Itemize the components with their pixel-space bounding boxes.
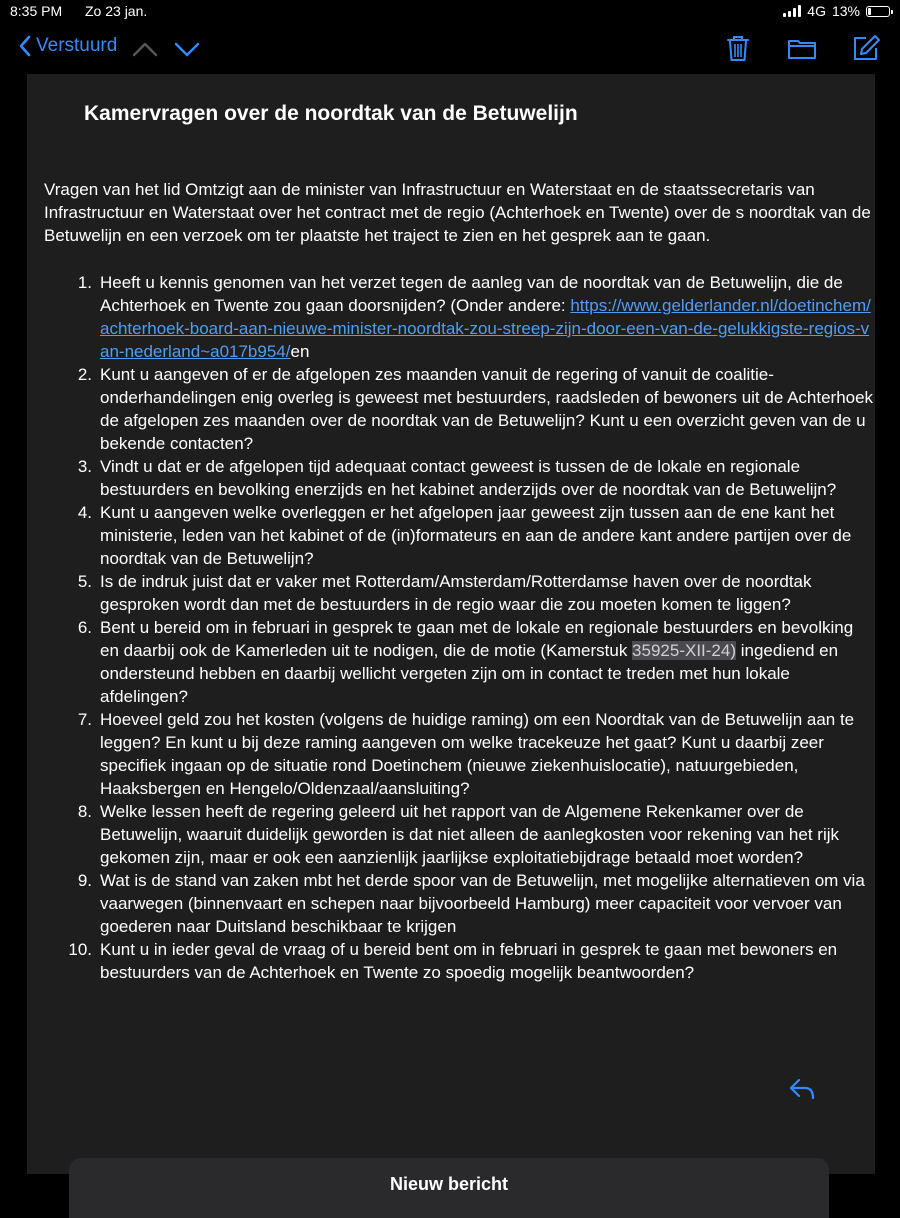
email-body <box>44 178 874 984</box>
list-number: 7. <box>77 710 92 729</box>
folder-icon[interactable] <box>786 32 818 64</box>
status-bar <box>0 0 900 24</box>
network-label: 4G <box>807 3 826 19</box>
mail-toolbar <box>0 26 900 72</box>
status-date: Zo 23 jan. <box>85 3 148 19</box>
question-text: Kunt u aangeven welke overleggen er het afgelopen jaar geweest zijn tussen aan de ene kant het ministerie, leden van het kabinet of de (in)formateurs en aan de andere kant andere partijen over de noordtak van de Betuwelijn? <box>100 503 852 568</box>
list-item <box>44 271 874 363</box>
next-message-icon[interactable] <box>172 36 202 62</box>
signal-icon <box>783 5 801 17</box>
list-item <box>44 455 874 501</box>
list-item <box>44 869 874 938</box>
previous-message-icon[interactable] <box>130 36 160 62</box>
list-number: 4. <box>77 503 92 522</box>
list-item <box>44 938 874 984</box>
list-number: 3. <box>77 457 92 476</box>
new-message-button[interactable]: Nieuw bericht <box>69 1158 829 1218</box>
back-button[interactable] <box>18 34 117 58</box>
article-link[interactable]: https://www.gelderlander.nl/doetinchem/achterhoek-board-aan-nieuwe-minister-noordtak-zou-streep-zijn-door-een-van-de-gelukkigste-regios-van-nederland~a017b954/ <box>100 296 871 361</box>
trash-icon[interactable] <box>722 32 754 64</box>
message-panel <box>27 74 875 1174</box>
question-text: Heeft u kennis genomen van het verzet tegen de aanleg van de noordtak van de Betuwelijn, die de Achterhoek en Twente zou gaan doorsnijden? (Onder andere: <box>100 273 843 315</box>
email-subject: Kamervragen over de noordtak van de Betuwelijn <box>84 102 578 125</box>
question-text: Kunt u aangeven of er de afgelopen zes maanden vanuit de regering of vanuit de coalitie-onderhandelingen enig overleg is geweest met bestuurders, raadsleden of bewoners uit de Achterhoek de afgelopen zes maanden over de noordtak van de Betuwelijn? Kunt u een overzicht geven van de u bekende contacten? <box>100 365 874 453</box>
question-text: Is de indruk juist dat er vaker met Rotterdam/Amsterdam/Rotterdamse haven over de noordtak gesproken wordt dan met de bestuurders in de regio waar die zou moeten komen te liggen? <box>100 572 812 614</box>
question-text: Wat is de stand van zaken mbt het derde spoor van de Betuwelijn, met mogelijke alternatieven om via vaarwegen (binnenvaart en schepen naar bijvoorbeeld Hamburg) meer capaciteit voor vervoer van goederen naar Duitsland beschikbaar te krijgen <box>100 871 865 936</box>
list-number: 6. <box>77 618 92 637</box>
list-number: 1. <box>77 273 92 292</box>
status-right <box>783 3 890 19</box>
list-number: 2. <box>77 365 92 384</box>
list-number: 8. <box>77 802 92 821</box>
question-text: en <box>290 342 310 361</box>
question-text: Bent u bereid om in februari in gesprek te gaan met de lokale en regionale bestuurders en bevolking en daarbij ook de Kamerleden uit te nodigen, die de motie (Kamerstuk <box>100 618 854 660</box>
question-text: Welke lessen heeft de regering geleerd uit het rapport van de Algemene Rekenkamer over de Betuwelijn, waaruit duidelijk geworden is dat niet alleen de aanlegkosten voor rekening van het rijk gekomen zijn, maar er ook een aanzienlijk jaarlijkse exploitatiebijdrage betaald moet worden? <box>100 802 840 867</box>
kamerstuk-reference[interactable]: 35925-XII-24) <box>632 641 736 660</box>
question-list <box>44 271 874 984</box>
back-label: Verstuurd <box>36 35 118 56</box>
question-text: Vindt u dat er de afgelopen tijd adequaat contact geweest is tussen de de lokale en regionale bestuurders en bevolking enerzijds en het kabinet anderzijds over de noordtak van de Betuwelijn? <box>100 457 837 499</box>
list-item <box>44 800 874 869</box>
email-intro: Vragen van het lid Omtzigt aan de minister van Infrastructuur en Waterstaat en de staatssecretaris van Infrastructuur en Waterstaat over het contract met de regio (Achterhoek en Twente) over de s noordtak van de Betuwelijn en een verzoek om ter plaatste het traject te zien en het gesprek aan te gaan. <box>44 180 871 245</box>
list-item <box>44 708 874 800</box>
question-text: Kunt u in ieder geval de vraag of u bereid bent om in februari in gesprek te gaan met bewoners en bestuurders van de Achterhoek en Twente zo spoedig mogelijk beantwoorden? <box>100 940 838 982</box>
question-text: ingediend en ondersteund hebben en daarbij wellicht vergeten zijn om in contact te treden met hun lokale afdelingen? <box>100 641 839 706</box>
list-item <box>44 363 874 455</box>
list-number: 10. <box>68 940 92 959</box>
list-item <box>44 501 874 570</box>
chevron-left-icon <box>18 34 32 58</box>
battery-percent: 13% <box>831 3 860 19</box>
battery-fill <box>868 8 871 15</box>
list-number: 9. <box>77 871 92 890</box>
status-time: 8:35 PM <box>10 3 63 19</box>
question-text: Hoeveel geld zou het kosten (volgens de huidige raming) om een Noordtak van de Betuwelijn aan te leggen? En kunt u bij deze raming aangeven om welke tracekeuze het gaat? Kunt u daarbij zeer specifiek ingaan op de situatie rond Doetinchem (nieuwe ziekenhuislocatie), natuurgebieden, Haaksbergen en Hengelo/Oldenzaal/aansluiting? <box>100 710 855 798</box>
battery-icon <box>866 6 890 17</box>
list-item <box>44 616 874 708</box>
list-number: 5. <box>77 572 92 591</box>
reply-icon[interactable] <box>787 1074 817 1104</box>
compose-icon[interactable] <box>850 32 882 64</box>
list-item <box>44 570 874 616</box>
